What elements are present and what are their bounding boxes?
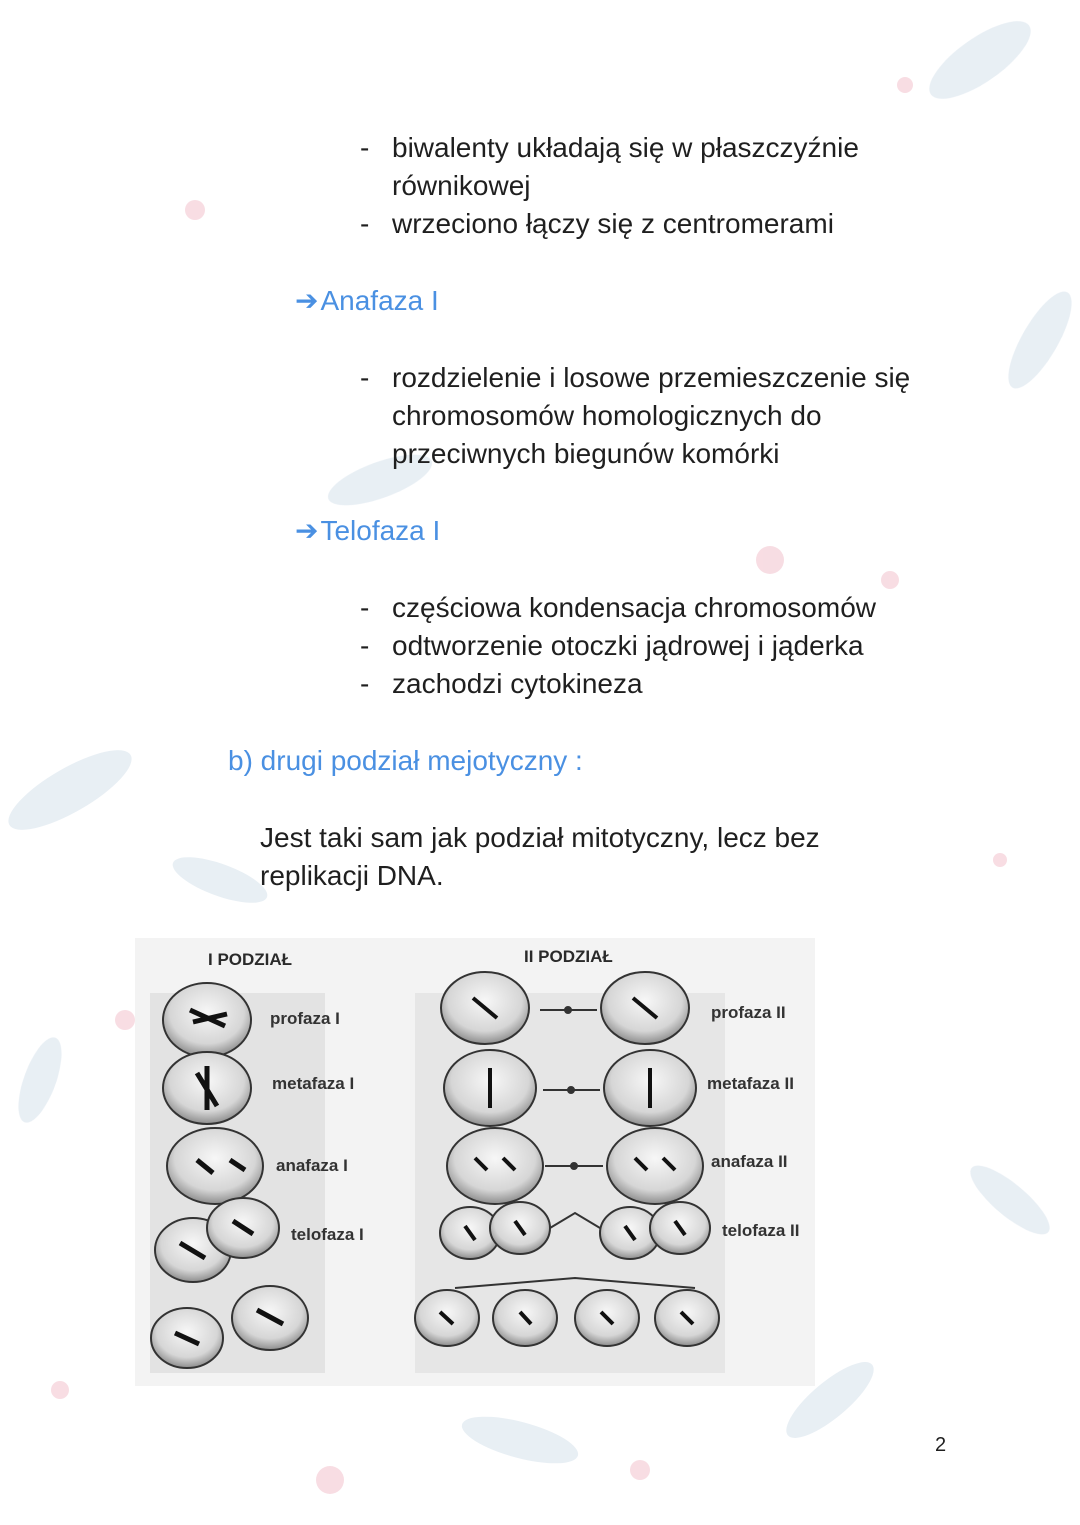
list-item: - wrzeciono łączy się z centromerami	[360, 208, 834, 239]
list-item: - rozdzielenie i losowe przemieszczenie się chromosomów homologicznych do przeciwnych biegunów komórki	[360, 362, 911, 469]
meiosis-diagram	[135, 938, 815, 1386]
anafaza1-heading: ➔ Anafaza I	[295, 282, 439, 320]
section-b-heading: b) drugi podział mejotyczny :	[228, 745, 583, 776]
telofaza1-bullets	[360, 589, 952, 703]
label-anafaza-2: anafaza II	[711, 1152, 788, 1171]
telofaza1-heading: ➔ Telofaza I	[295, 512, 440, 550]
label-anafaza-1: anafaza I	[276, 1156, 348, 1175]
label-profaza-1: profaza I	[270, 1009, 340, 1028]
anafaza1-prev-bullets	[360, 129, 952, 243]
list-item: - biwalenty układają się w płaszczyźnie równikowej	[360, 132, 859, 201]
label-telofaza-2: telofaza II	[722, 1221, 800, 1240]
label-profaza-2: profaza II	[711, 1003, 786, 1022]
left-figure-title: I PODZIAŁ	[208, 950, 293, 969]
anafaza1-bullets	[360, 359, 952, 473]
right-arrow-icon: ➔	[295, 285, 319, 316]
label-metafaza-1: metafaza I	[272, 1074, 355, 1093]
page-number: 2	[935, 1434, 947, 1456]
list-item: - odtworzenie otoczki jądrowej i jąderka	[360, 630, 864, 661]
list-item: - zachodzi cytokineza	[360, 668, 643, 699]
label-telofaza-1: telofaza I	[291, 1225, 364, 1244]
section-b-text: Jest taki sam jak podział mitotyczny, lecz bez replikacji DNA.	[260, 822, 820, 891]
label-metafaza-2: metafaza II	[707, 1074, 794, 1093]
list-item: - częściowa kondensacja chromosomów	[360, 592, 876, 623]
right-arrow-icon: ➔	[295, 515, 319, 546]
right-figure-title: II PODZIAŁ	[524, 947, 613, 966]
